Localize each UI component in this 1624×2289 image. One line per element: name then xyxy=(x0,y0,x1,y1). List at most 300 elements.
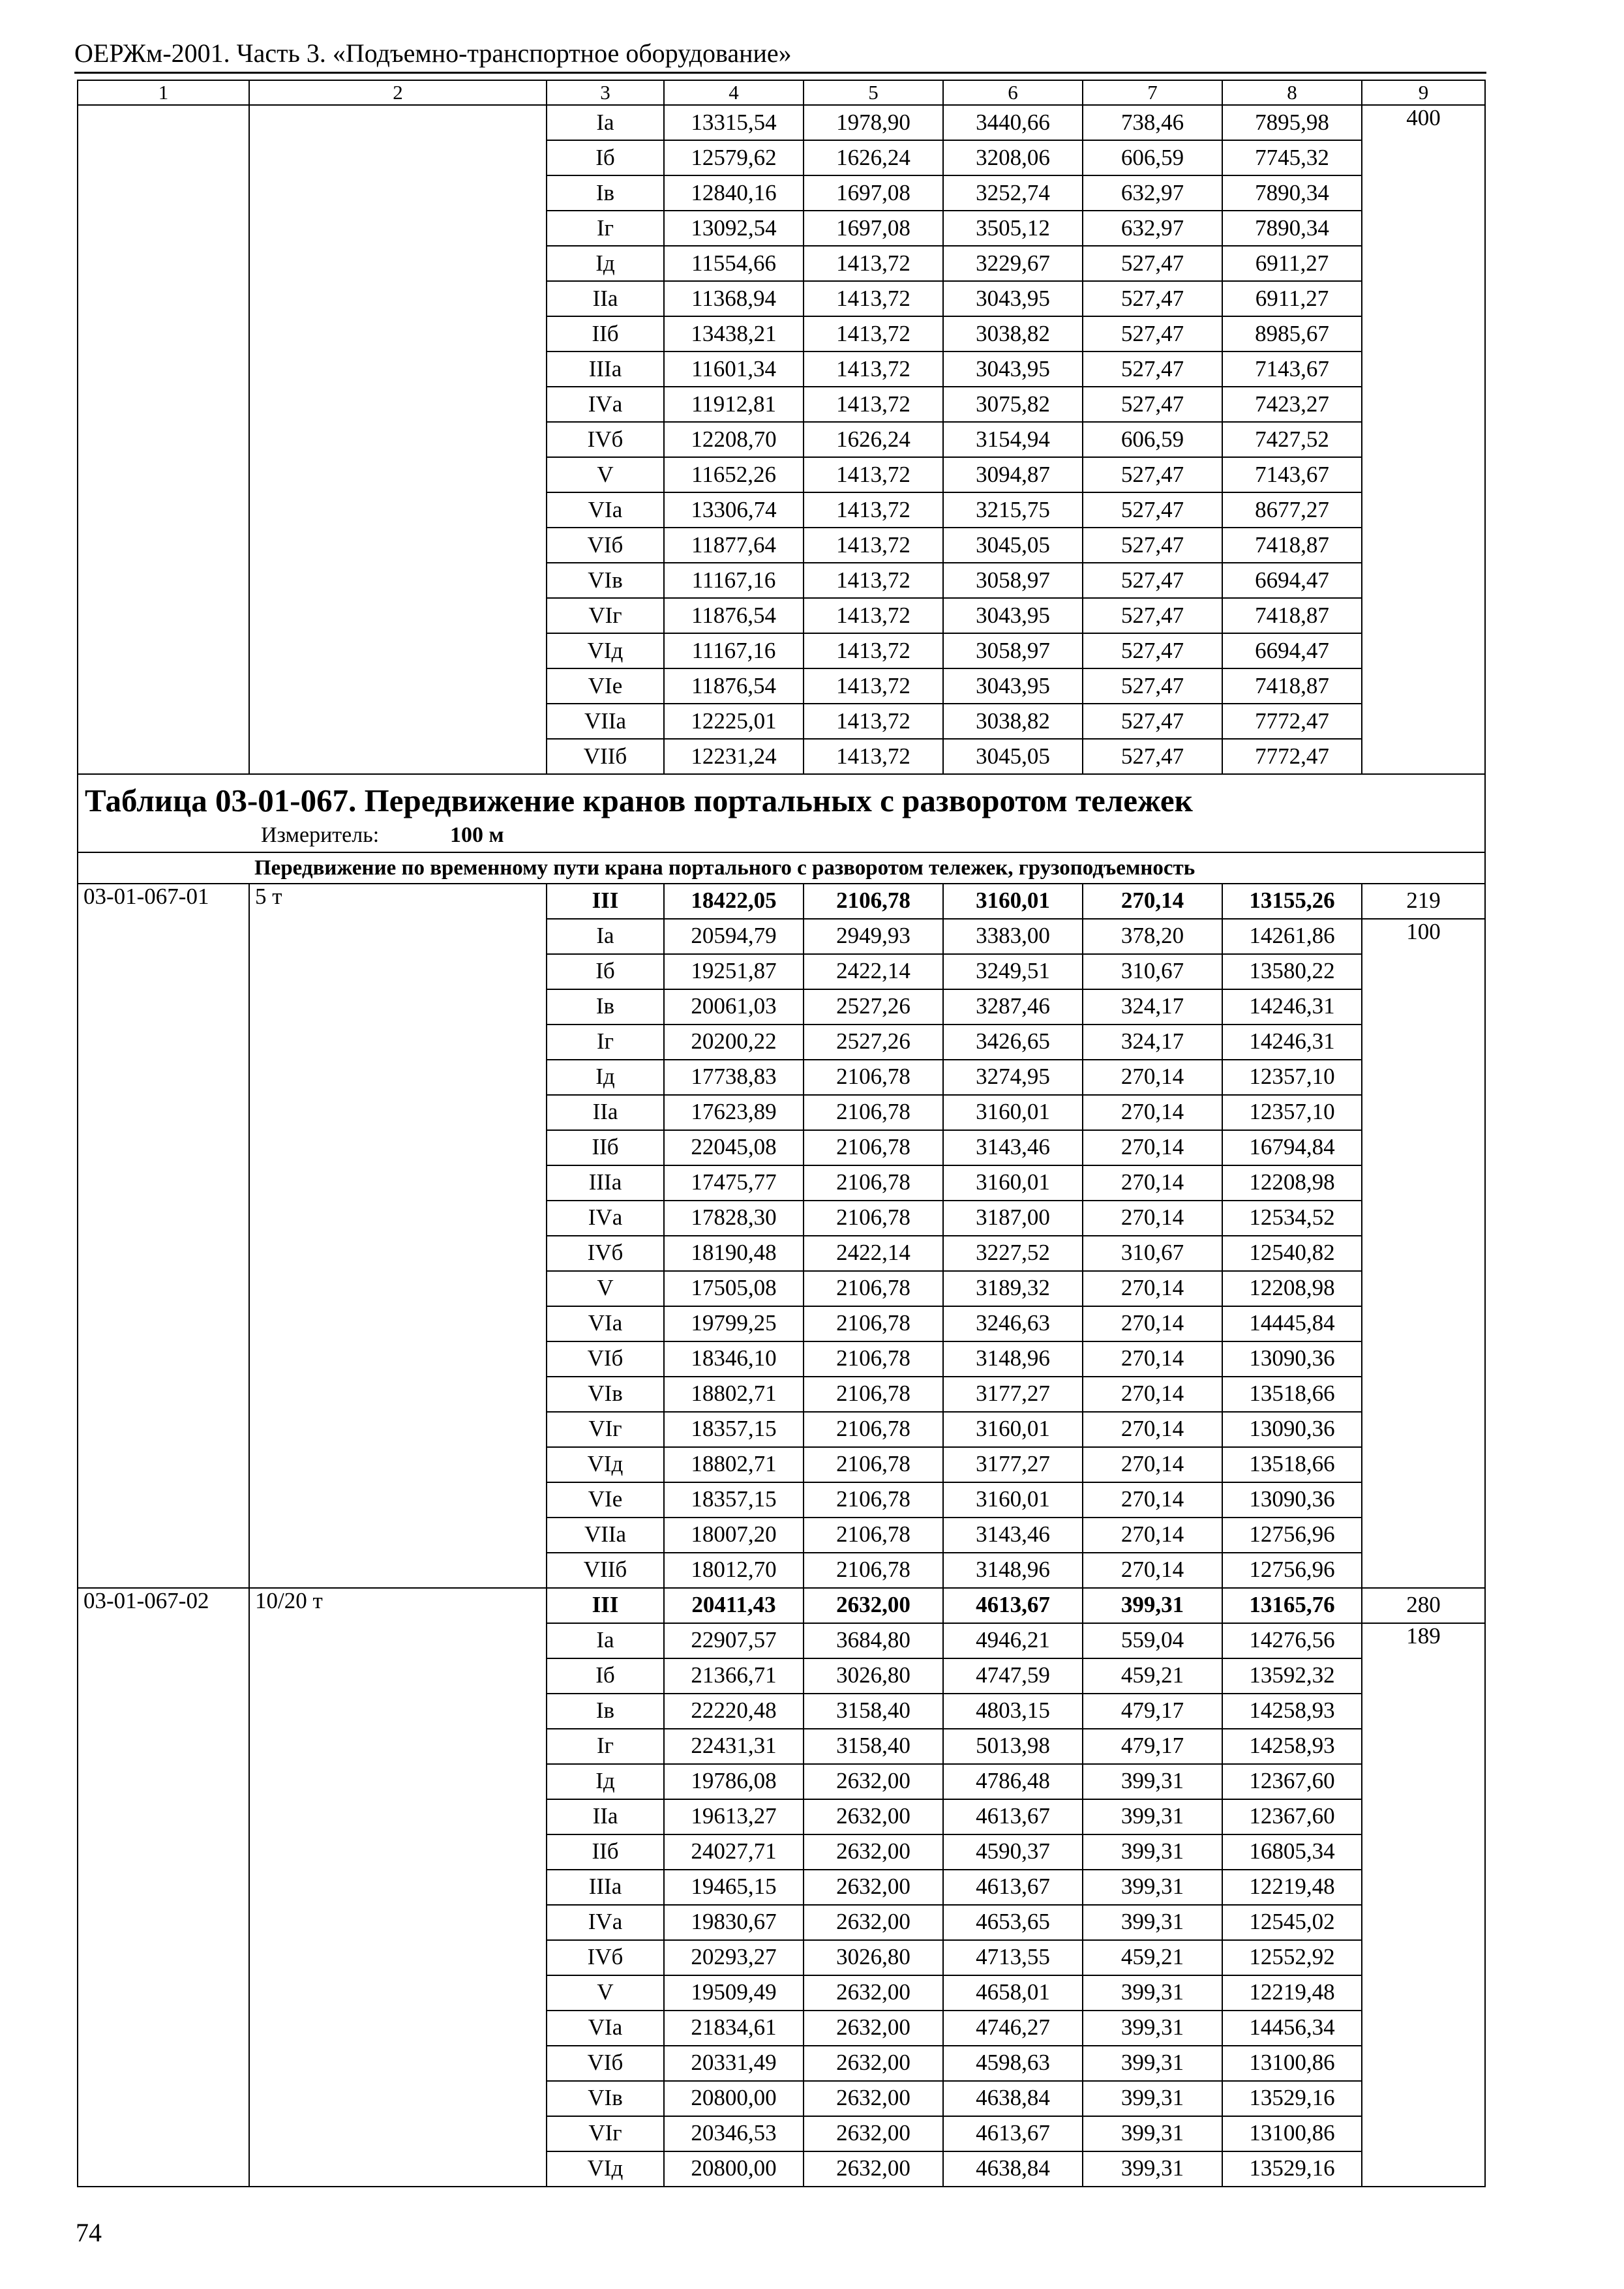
value-cell: 7890,34 xyxy=(1222,211,1362,246)
value-cell: 4946,21 xyxy=(943,1623,1083,1658)
value-cell: 13090,36 xyxy=(1222,1482,1362,1518)
value-cell: 11167,16 xyxy=(664,563,804,598)
value-cell: 270,14 xyxy=(1083,1271,1222,1306)
zone-cell: IVа xyxy=(547,1905,664,1940)
value-cell: 4590,37 xyxy=(943,1834,1083,1870)
zone-cell: VIIб xyxy=(547,1553,664,1588)
value-cell: 3177,27 xyxy=(943,1377,1083,1412)
value-cell: 1697,08 xyxy=(804,175,943,211)
zone-cell: VIб xyxy=(547,1341,664,1377)
value-cell: 270,14 xyxy=(1083,1201,1222,1236)
value-cell: 17738,83 xyxy=(664,1060,804,1095)
value-cell: 3045,05 xyxy=(943,739,1083,774)
zone-cell: IIIа xyxy=(547,1165,664,1201)
value-cell: 324,17 xyxy=(1083,989,1222,1025)
table-title-cell xyxy=(78,774,1485,852)
value-cell: 4746,27 xyxy=(943,2011,1083,2046)
value-cell: 2632,00 xyxy=(804,2046,943,2081)
value-cell: 2106,78 xyxy=(804,884,943,919)
item-name: 10/20 т xyxy=(249,1588,547,2187)
value-cell: 2527,26 xyxy=(804,1025,943,1060)
value-cell: 3043,95 xyxy=(943,281,1083,316)
value-cell: 3158,40 xyxy=(804,1694,943,1729)
value-cell: 12357,10 xyxy=(1222,1095,1362,1130)
zone-cell: IVа xyxy=(547,1201,664,1236)
value-cell: 1413,72 xyxy=(804,704,943,739)
value-cell: 4747,59 xyxy=(943,1658,1083,1694)
value-cell: 559,04 xyxy=(1083,1623,1222,1658)
value-cell: 13090,36 xyxy=(1222,1412,1362,1447)
value-cell: 14258,93 xyxy=(1222,1694,1362,1729)
value-cell: 6694,47 xyxy=(1222,563,1362,598)
zone-cell: VIа xyxy=(547,492,664,528)
value-cell: 13529,16 xyxy=(1222,2151,1362,2187)
value-cell: 2632,00 xyxy=(804,2081,943,2116)
value-cell: 2106,78 xyxy=(804,1412,943,1447)
column-number: 6 xyxy=(943,80,1083,105)
table-row-main xyxy=(78,884,1485,919)
value-cell: 3287,46 xyxy=(943,989,1083,1025)
value-cell: 3094,87 xyxy=(943,457,1083,492)
value-cell: 4803,15 xyxy=(943,1694,1083,1729)
value-cell: 2632,00 xyxy=(804,2151,943,2187)
value-cell: 12225,01 xyxy=(664,704,804,739)
value-cell: 280 xyxy=(1362,1588,1485,1623)
value-cell: 13100,86 xyxy=(1222,2046,1362,2081)
value-cell: 399,31 xyxy=(1083,2081,1222,2116)
value-cell: 11652,26 xyxy=(664,457,804,492)
value-cell: 12208,98 xyxy=(1222,1271,1362,1306)
value-cell: 20061,03 xyxy=(664,989,804,1025)
header-rule xyxy=(74,72,1486,74)
value-cell: 2106,78 xyxy=(804,1306,943,1341)
value-cell: 399,31 xyxy=(1083,1905,1222,1940)
value-cell: 13315,54 xyxy=(664,105,804,140)
zone-cell: VIIб xyxy=(547,739,664,774)
value-cell: 7143,67 xyxy=(1222,352,1362,387)
zone-cell: VIе xyxy=(547,668,664,704)
value-cell: 19251,87 xyxy=(664,954,804,989)
zone-cell: Iб xyxy=(547,954,664,989)
value-cell: 7772,47 xyxy=(1222,739,1362,774)
value-cell: 13306,74 xyxy=(664,492,804,528)
units-label: Измеритель: xyxy=(261,823,380,848)
subheading-row xyxy=(78,852,1485,884)
value-cell: 2632,00 xyxy=(804,1905,943,1940)
zone-cell: Iг xyxy=(547,211,664,246)
value-cell: 19786,08 xyxy=(664,1764,804,1799)
value-cell: 270,14 xyxy=(1083,1553,1222,1588)
value-cell: 2527,26 xyxy=(804,989,943,1025)
value-cell: 1626,24 xyxy=(804,140,943,175)
zone-cell: VIе xyxy=(547,1482,664,1518)
value-cell: 18422,05 xyxy=(664,884,804,919)
value-cell: 3160,01 xyxy=(943,1482,1083,1518)
value-cell: 3208,06 xyxy=(943,140,1083,175)
item-code: 03-01-067-01 xyxy=(78,884,249,1588)
value-cell: 2106,78 xyxy=(804,1341,943,1377)
value-cell: 527,47 xyxy=(1083,281,1222,316)
value-cell: 14456,34 xyxy=(1222,2011,1362,2046)
value-cell: 4713,55 xyxy=(943,1940,1083,1975)
zone-cell: VIв xyxy=(547,563,664,598)
zone-cell: Iв xyxy=(547,989,664,1025)
value-cell: 14261,86 xyxy=(1222,919,1362,954)
value-cell: 4613,67 xyxy=(943,1799,1083,1834)
value-cell: 3075,82 xyxy=(943,387,1083,422)
zone-cell: Iг xyxy=(547,1025,664,1060)
value-cell: 11876,54 xyxy=(664,668,804,704)
column-number: 7 xyxy=(1083,80,1222,105)
zone-cell: Iа xyxy=(547,919,664,954)
value-cell: 22431,31 xyxy=(664,1729,804,1764)
value-cell: 22907,57 xyxy=(664,1623,804,1658)
value-cell: 270,14 xyxy=(1083,1130,1222,1165)
zone-cell: Iв xyxy=(547,1694,664,1729)
value-cell: 13580,22 xyxy=(1222,954,1362,989)
zone-cell: V xyxy=(547,1271,664,1306)
value-cell: 3045,05 xyxy=(943,528,1083,563)
value-cell: 3160,01 xyxy=(943,1165,1083,1201)
value-cell: 14246,31 xyxy=(1222,989,1362,1025)
zone-cell: VIIа xyxy=(547,1518,664,1553)
value-cell: 12545,02 xyxy=(1222,1905,1362,1940)
value-cell: 2106,78 xyxy=(804,1271,943,1306)
value-cell: 4638,84 xyxy=(943,2081,1083,2116)
value-cell: 1413,72 xyxy=(804,563,943,598)
value-cell: 3058,97 xyxy=(943,633,1083,668)
column-number: 1 xyxy=(78,80,249,105)
value-cell: 7418,87 xyxy=(1222,668,1362,704)
value-cell: 1626,24 xyxy=(804,422,943,457)
value-cell: 2106,78 xyxy=(804,1447,943,1482)
value-cell: 310,67 xyxy=(1083,1236,1222,1271)
value-cell: 7427,52 xyxy=(1222,422,1362,457)
value-cell: 2422,14 xyxy=(804,954,943,989)
zone-cell: III xyxy=(547,1588,664,1623)
value-cell: 11876,54 xyxy=(664,598,804,633)
value-cell: 18802,71 xyxy=(664,1447,804,1482)
value-cell: 3143,46 xyxy=(943,1518,1083,1553)
units-value: 100 м xyxy=(450,823,504,848)
value-cell: 738,46 xyxy=(1083,105,1222,140)
value-cell: 11601,34 xyxy=(664,352,804,387)
table-row-main xyxy=(78,1588,1485,1623)
zone-cell: IIб xyxy=(547,316,664,352)
zone-cell: VIг xyxy=(547,1412,664,1447)
value-cell: 459,21 xyxy=(1083,1940,1222,1975)
value-cell: 1413,72 xyxy=(804,492,943,528)
value-cell: 11554,66 xyxy=(664,246,804,281)
value-cell: 3426,65 xyxy=(943,1025,1083,1060)
rates-table-body xyxy=(78,80,1485,2187)
value-cell: 7143,67 xyxy=(1222,457,1362,492)
value-cell: 17505,08 xyxy=(664,1271,804,1306)
value-cell: 219 xyxy=(1362,884,1485,919)
value-cell: 606,59 xyxy=(1083,422,1222,457)
value-cell: 479,17 xyxy=(1083,1694,1222,1729)
value-cell: 527,47 xyxy=(1083,387,1222,422)
column-number: 9 xyxy=(1362,80,1485,105)
value-cell: 1413,72 xyxy=(804,598,943,633)
zone-cell: Iд xyxy=(547,1764,664,1799)
value-cell: 13518,66 xyxy=(1222,1377,1362,1412)
value-cell: 13092,54 xyxy=(664,211,804,246)
value-cell: 1413,72 xyxy=(804,387,943,422)
zone-cell: IVб xyxy=(547,422,664,457)
value-cell: 3143,46 xyxy=(943,1130,1083,1165)
value-cell: 3026,80 xyxy=(804,1658,943,1694)
value-cell: 399,31 xyxy=(1083,1588,1222,1623)
value-cell: 12756,96 xyxy=(1222,1553,1362,1588)
value-cell: 22220,48 xyxy=(664,1694,804,1729)
value-cell: 3160,01 xyxy=(943,1095,1083,1130)
value-cell: 3440,66 xyxy=(943,105,1083,140)
value-cell: 3026,80 xyxy=(804,1940,943,1975)
value-cell: 1413,72 xyxy=(804,633,943,668)
zone-cell: IIIа xyxy=(547,1870,664,1905)
value-cell: 19465,15 xyxy=(664,1870,804,1905)
value-cell: 459,21 xyxy=(1083,1658,1222,1694)
value-cell: 20200,22 xyxy=(664,1025,804,1060)
value-cell: 3187,00 xyxy=(943,1201,1083,1236)
value-cell: 7423,27 xyxy=(1222,387,1362,422)
value-cell: 13090,36 xyxy=(1222,1341,1362,1377)
value-cell: 8985,67 xyxy=(1222,316,1362,352)
value-cell: 13518,66 xyxy=(1222,1447,1362,1482)
item-code: 03-01-067-02 xyxy=(78,1588,249,2187)
code-cell-blank xyxy=(78,105,249,774)
value-cell: 3383,00 xyxy=(943,919,1083,954)
value-cell: 6911,27 xyxy=(1222,246,1362,281)
value-cell: 3227,52 xyxy=(943,1236,1083,1271)
zone-cell: IIIа xyxy=(547,352,664,387)
value-cell: 399,31 xyxy=(1083,2116,1222,2151)
value-cell: 1413,72 xyxy=(804,246,943,281)
zone-cell: IIб xyxy=(547,1130,664,1165)
value-cell: 11368,94 xyxy=(664,281,804,316)
value-cell: 3160,01 xyxy=(943,1412,1083,1447)
zone-cell: Iд xyxy=(547,246,664,281)
zone-cell: IIа xyxy=(547,281,664,316)
value-cell: 527,47 xyxy=(1083,316,1222,352)
value-cell: 270,14 xyxy=(1083,1412,1222,1447)
value-cell: 20800,00 xyxy=(664,2081,804,2116)
value-cell: 527,47 xyxy=(1083,457,1222,492)
value-cell: 13438,21 xyxy=(664,316,804,352)
value-cell: 2106,78 xyxy=(804,1377,943,1412)
value-cell: 14246,31 xyxy=(1222,1025,1362,1060)
value-cell: 1697,08 xyxy=(804,211,943,246)
zone-cell: Iб xyxy=(547,140,664,175)
value-cell: 2106,78 xyxy=(804,1553,943,1588)
zone-cell: III xyxy=(547,884,664,919)
value-cell: 310,67 xyxy=(1083,954,1222,989)
value-cell: 632,97 xyxy=(1083,211,1222,246)
column-numbers-row xyxy=(78,80,1485,105)
value-cell: 13592,32 xyxy=(1222,1658,1362,1694)
value-cell: 527,47 xyxy=(1083,598,1222,633)
value-cell: 12367,60 xyxy=(1222,1764,1362,1799)
value-cell: 2632,00 xyxy=(804,1834,943,1870)
value-cell: 399,31 xyxy=(1083,1870,1222,1905)
zone-cell: VIд xyxy=(547,633,664,668)
value-cell: 12840,16 xyxy=(664,175,804,211)
value-cell: 4613,67 xyxy=(943,2116,1083,2151)
page-header: ОЕРЖм-2001. Часть 3. «Подъемно-транспортное оборудование» xyxy=(74,38,792,68)
value-cell: 11877,64 xyxy=(664,528,804,563)
zone-cell: Iа xyxy=(547,1623,664,1658)
value-cell: 527,47 xyxy=(1083,352,1222,387)
value-cell: 13100,86 xyxy=(1222,2116,1362,2151)
value-cell: 4638,84 xyxy=(943,2151,1083,2187)
value-cell: 12579,62 xyxy=(664,140,804,175)
value-cell: 3189,32 xyxy=(943,1271,1083,1306)
zone-cell: VIа xyxy=(547,1306,664,1341)
value-cell: 2106,78 xyxy=(804,1060,943,1095)
value-cell: 13165,76 xyxy=(1222,1588,1362,1623)
zone-cell: Iд xyxy=(547,1060,664,1095)
value-cell: 3505,12 xyxy=(943,211,1083,246)
value-cell: 20411,43 xyxy=(664,1588,804,1623)
value-cell: 270,14 xyxy=(1083,1447,1222,1482)
value-cell: 270,14 xyxy=(1083,1482,1222,1518)
value-cell: 20594,79 xyxy=(664,919,804,954)
value-cell: 21834,61 xyxy=(664,2011,804,2046)
value-cell: 399,31 xyxy=(1083,2151,1222,2187)
value-cell: 12540,82 xyxy=(1222,1236,1362,1271)
value-cell: 270,14 xyxy=(1083,1518,1222,1553)
zone-cell: Iв xyxy=(547,175,664,211)
value-cell: 3215,75 xyxy=(943,492,1083,528)
value-cell: 3160,01 xyxy=(943,884,1083,919)
value-cell: 378,20 xyxy=(1083,919,1222,954)
value-cell: 3252,74 xyxy=(943,175,1083,211)
value-cell: 399,31 xyxy=(1083,1764,1222,1799)
table-title-row xyxy=(78,774,1485,852)
name-cell-blank xyxy=(249,105,547,774)
value-cell: 3038,82 xyxy=(943,704,1083,739)
zone-cell: Iб xyxy=(547,1658,664,1694)
zone-cell: VIд xyxy=(547,1447,664,1482)
value-cell: 18357,15 xyxy=(664,1482,804,1518)
value-cell: 17828,30 xyxy=(664,1201,804,1236)
value-cell: 4598,63 xyxy=(943,2046,1083,2081)
value-cell: 632,97 xyxy=(1083,175,1222,211)
zone-cell: Iа xyxy=(547,105,664,140)
value-cell: 189 xyxy=(1362,1623,1485,2187)
value-cell: 19799,25 xyxy=(664,1306,804,1341)
value-cell: 100 xyxy=(1362,919,1485,1588)
value-cell: 2632,00 xyxy=(804,1588,943,1623)
value-cell: 3249,51 xyxy=(943,954,1083,989)
value-cell: 1413,72 xyxy=(804,457,943,492)
value-cell: 1413,72 xyxy=(804,281,943,316)
value-cell: 6911,27 xyxy=(1222,281,1362,316)
value-cell: 6694,47 xyxy=(1222,633,1362,668)
value-cell: 20293,27 xyxy=(664,1940,804,1975)
page-number: 74 xyxy=(76,2218,102,2247)
value-cell: 2632,00 xyxy=(804,1975,943,2011)
value-cell: 19613,27 xyxy=(664,1799,804,1834)
zone-cell: IIа xyxy=(547,1095,664,1130)
value-cell: 7772,47 xyxy=(1222,704,1362,739)
value-cell: 270,14 xyxy=(1083,1095,1222,1130)
value-cell: 12357,10 xyxy=(1222,1060,1362,1095)
table-row xyxy=(78,105,1485,140)
value-cell: 12219,48 xyxy=(1222,1870,1362,1905)
column-number: 4 xyxy=(664,80,804,105)
value-cell: 270,14 xyxy=(1083,1060,1222,1095)
value-cell: 606,59 xyxy=(1083,140,1222,175)
value-cell: 18346,10 xyxy=(664,1341,804,1377)
value-cell: 3058,97 xyxy=(943,563,1083,598)
column-number: 5 xyxy=(804,80,943,105)
value-cell: 4653,65 xyxy=(943,1905,1083,1940)
value-cell: 12534,52 xyxy=(1222,1201,1362,1236)
value-cell: 3043,95 xyxy=(943,598,1083,633)
value-cell: 3177,27 xyxy=(943,1447,1083,1482)
value-cell: 24027,71 xyxy=(664,1834,804,1870)
zone-cell: VIд xyxy=(547,2151,664,2187)
value-cell: 17623,89 xyxy=(664,1095,804,1130)
value-cell: 3043,95 xyxy=(943,352,1083,387)
units-line xyxy=(85,823,1478,847)
value-cell: 527,47 xyxy=(1083,563,1222,598)
value-cell: 8677,27 xyxy=(1222,492,1362,528)
value-cell: 11167,16 xyxy=(664,633,804,668)
value-cell: 11912,81 xyxy=(664,387,804,422)
value-cell: 4658,01 xyxy=(943,1975,1083,2011)
value-cell: 17475,77 xyxy=(664,1165,804,1201)
value-cell: 399,31 xyxy=(1083,1834,1222,1870)
zone-cell: VIг xyxy=(547,598,664,633)
zone-cell: Iг xyxy=(547,1729,664,1764)
value-cell: 12208,98 xyxy=(1222,1165,1362,1201)
value-cell: 2632,00 xyxy=(804,2116,943,2151)
value-cell: 3148,96 xyxy=(943,1553,1083,1588)
value-cell: 2632,00 xyxy=(804,1764,943,1799)
value-cell: 18007,20 xyxy=(664,1518,804,1553)
value-cell: 2949,93 xyxy=(804,919,943,954)
zone-cell: VIб xyxy=(547,2046,664,2081)
value-cell: 13155,26 xyxy=(1222,884,1362,919)
value-cell: 13529,16 xyxy=(1222,2081,1362,2116)
value-cell: 2632,00 xyxy=(804,1870,943,1905)
value-cell: 7418,87 xyxy=(1222,528,1362,563)
zone-cell: VIIа xyxy=(547,704,664,739)
value-cell: 3148,96 xyxy=(943,1341,1083,1377)
subheading: Передвижение по временному пути крана портального с разворотом тележек, грузоподъемность xyxy=(78,852,1485,884)
value-cell: 22045,08 xyxy=(664,1130,804,1165)
value-cell: 527,47 xyxy=(1083,739,1222,774)
value-cell: 527,47 xyxy=(1083,668,1222,704)
value-cell: 527,47 xyxy=(1083,633,1222,668)
value-cell: 1413,72 xyxy=(804,668,943,704)
value-cell: 270,14 xyxy=(1083,1165,1222,1201)
value-cell: 2106,78 xyxy=(804,1518,943,1553)
value-cell: 4613,67 xyxy=(943,1870,1083,1905)
value-cell: 3158,40 xyxy=(804,1729,943,1764)
value-cell: 12552,92 xyxy=(1222,1940,1362,1975)
value-cell: 400 xyxy=(1362,105,1485,774)
value-cell: 12208,70 xyxy=(664,422,804,457)
value-cell: 7890,34 xyxy=(1222,175,1362,211)
value-cell: 399,31 xyxy=(1083,1975,1222,2011)
value-cell: 21366,71 xyxy=(664,1658,804,1694)
table-title: Таблица 03-01-067. Передвижение кранов портальных с разворотом тележек xyxy=(85,783,1193,818)
zone-cell: VIг xyxy=(547,2116,664,2151)
